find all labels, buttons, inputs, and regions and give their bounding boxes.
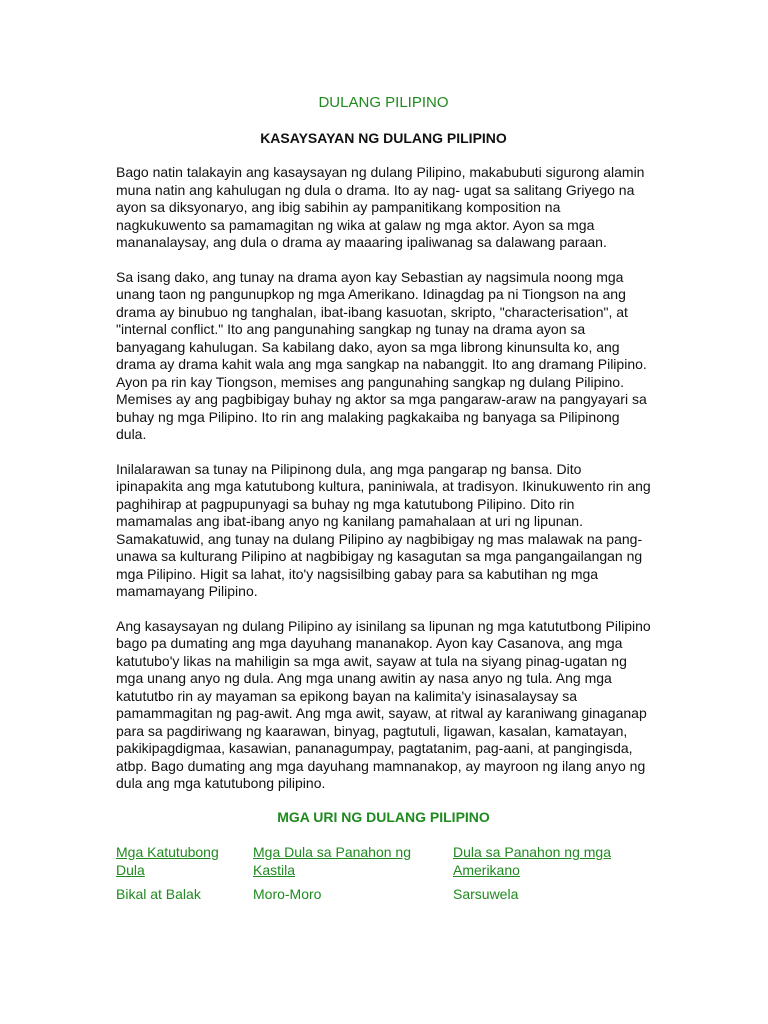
- paragraph-history: Ang kasaysayan ng dulang Pilipino ay isinilang sa lipunan ng mga katututbong Pilipino bago pa dumating ang mga dayuhang mananakop. Ayon kay Casanova, ang mga katutubo'y likas na mahiligin sa mga awit, sayaw at tula na siyang pinag-ugatan ng mga unang anyo ng dula. Ang mga unang awitin ay nasa anyo ng tula. Ang mga katututbo rin ay mayaman sa epikong bayan na kalimita'y isinasalaysay sa pamammagitan ng pag-awit. Ang mga awit, sayaw, at ritwal ay karaniwang ginaganap para sa pagdiriwang ng kaarawan, binyag, pagtutuli, ligawan, kasalan, kamatayan, pakikipagdigmaa, kasawian, pananagumpay, pagtatanim, pag-aani, at pangingisda, atbp. Bago dumating ang mga dayuhang mamnanakop, ay mayroon ng ilang anyo ng dula ang mga katutubong pilipino.: [116, 617, 651, 791]
- page-subtitle: KASAYSAYAN NG DULANG PILIPINO: [260, 130, 507, 146]
- drama-types-table: [116, 843, 651, 903]
- cell-moro-moro: Moro-Moro: [253, 885, 322, 902]
- cell-sarsuwela: Sarsuwela: [453, 885, 519, 902]
- paragraph-intro: Bago natin talakayin ang kasaysayan ng dulang Pilipino, makabubuti sigurong alamin muna natin ang kahulugan ng dula o drama. Ito ay nag- ugat sa salitang Griyego na ayon sa diksyonaryo, ang ibig sabihin ay pampanitikang komposition na nagkukuwento sa pamamagitan ng wika at galaw ng mga aktor. Ayon sa mga mananalaysay, ang dula o drama ay maaaring ipaliwanag sa dalawang paraan.: [116, 164, 645, 250]
- link-dula-panahon-kastila[interactable]: Mga Dula sa Panahon ng Kastila: [253, 843, 411, 878]
- paragraph-culture: Inilalarawan sa tunay na Pilipinong dula, ang mga pangarap ng bansa. Dito ipinapakita ang mga katutubong kultura, paniniwala, at tradisyon. Ikinukuwento rin ang paghihirap at pagpupunyagi sa buhay ng mga katutubong Pilipino. Dito rin mamamalas ang ibat-ibang anyo ng kanilang pamahalaan at uri ng lipunan. Samakatuwid, ang tunay na dulang Pilipino ay nagbibigay ng mas malawak na pang-unawa sa kulturang Pilipino at nagbibigay ng kasagutan sa mga pangangailangan ng mga Pilipino. Higit sa lahat, ito'y nagsisilbing gabay para sa kabutihan ng mga mamamayang Pilipino.: [116, 460, 651, 599]
- link-dula-panahon-amerikano[interactable]: Dula sa Panahon ng mga Amerikano: [453, 843, 611, 878]
- cell-bikal-at-balak: Bikal at Balak: [116, 885, 201, 902]
- document-page: [116, 92, 651, 903]
- link-katutubong-dula[interactable]: Mga Katutubong Dula: [116, 843, 219, 878]
- section-heading-types: MGA URI NG DULANG PILIPINO: [277, 808, 490, 825]
- page-title: DULANG PILIPINO: [318, 94, 449, 111]
- paragraph-sebastian: Sa isang dako, ang tunay na drama ayon kay Sebastian ay nagsimula noong mga unang taon ng pangunupkop ng mga Amerikano. Idinagdag pa ni Tiongson na ang drama ay binubuo ng tanghalan, ibat-ibang kasuotan, skripto, "characterisation", at "internal conflict." Ito ang pangunahing sangkap ng tunay na drama ayon sa banyagang kahulugan. Sa kabilang dako, ayon sa mga librong kinunsulta ko, ang drama ay drama kahit wala ang mga sangkap na nabanggit. Ito ang dramang Pilipino. Ayon pa rin kay Tiongson, memises ang pangunahing sangkap ng dulang Pilipino. Memises ay ang pagbibigay buhay ng aktor sa mga pangaraw-araw na pangyayari sa buhay ng mga Pilipino. Ito rin ang malaking pagkakaiba ng banyaga sa Pilipinong dula.: [116, 268, 647, 442]
